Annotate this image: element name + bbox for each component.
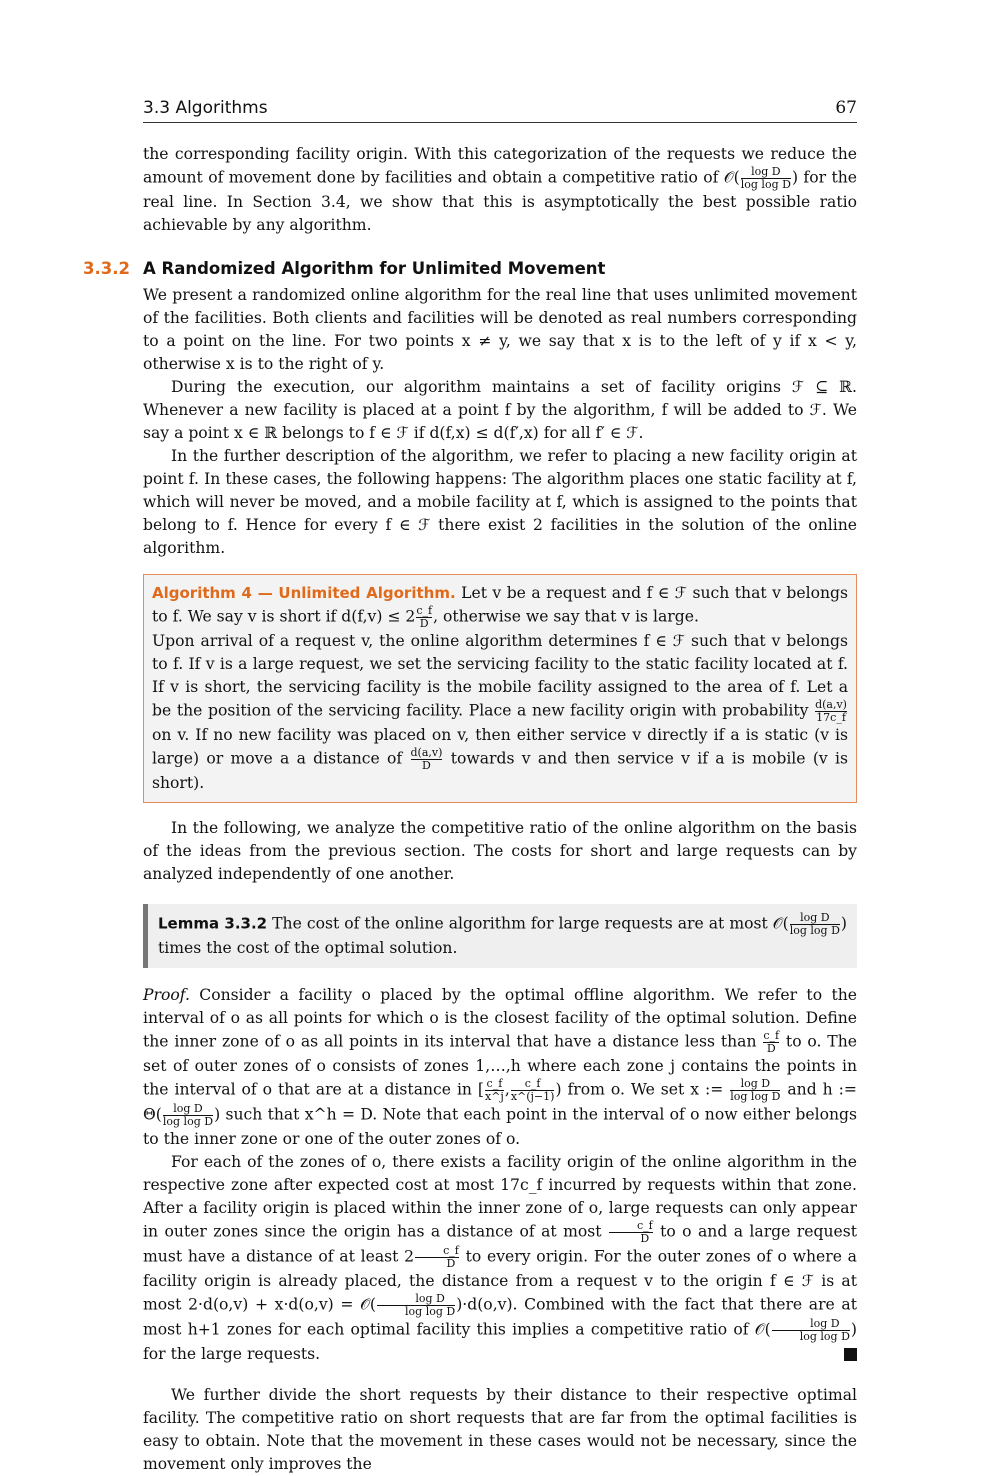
fraction: $\frac{c\_f}{D}$ — [763, 1029, 780, 1055]
fraction: $\frac{\text{log D}}{\text{log log D}}$ — [377, 1293, 455, 1318]
section-number: 3.3.2 — [83, 259, 130, 278]
algorithm-description: Upon arrival of a request v, the online algorithm determines f ∈ ℱ such that v belongs to f. If v is a large request, we set the servicing facility to the static facility located at f. If v is short, the servicing facility is the mobile facility assigned to the area of f. Let a be the position of the servicing facility. Place a new facility origin with probability $\frac{d(a,v)}{17c\_f}$ on v. If no new facility was placed on v, then either service v directly if a is static (v is large) or move a a distance of $\frac{d(a,v)}{D}$ towards v and then service v if a is mobile (v is short). — [152, 632, 848, 792]
section-title: A Randomized Algorithm for Unlimited Movement — [143, 259, 606, 278]
qed-square-icon — [844, 1348, 857, 1361]
fraction: $\frac{\text{log D}}{\text{log log D}}$ — [740, 165, 791, 191]
fraction: $\frac{c\_f}{x\^{}j}$ — [485, 1077, 504, 1103]
page-body — [83, 98, 857, 1476]
algorithm-box — [143, 574, 857, 803]
fraction: $\frac{c\_f}{D}$ — [415, 1245, 459, 1270]
paragraph-3: In the further description of the algorithm, we refer to placing a new facility origin at point f. In these cases, the following happens: The algorithm places one static facility at f, which will never be moved, and a mobile facility at f, which is assigned to the points that belong to f. Hence for every f ∈ ℱ there exist 2 facilities in the solution of the online algorithm. — [143, 447, 857, 557]
final-paragraph: We further divide the short requests by their distance to their respective optimal facility. The competitive ratio on short requests that are far from the optimal facilities is easy to obtain. Note that the movement in these cases would not be necessary, since the movement only improves the — [143, 1386, 857, 1473]
paragraph-2: During the execution, our algorithm maintains a set of facility origins ℱ ⊆ ℝ. Whenever a new facility is placed at a point f by the algorithm, f will be added to ℱ. We say a point x ∈ ℝ belongs to f ∈ ℱ if d(f,x) ≤ d(f′,x) for all f′ ∈ ℱ. — [143, 378, 857, 442]
algorithm-heading: Algorithm 4 — Unlimited Algorithm. — [152, 584, 456, 602]
running-header — [143, 98, 857, 123]
header-section-title: 3.3 Algorithms — [143, 98, 268, 118]
page-number: 67 — [835, 98, 857, 118]
lemma-text: Lemma 3.3.2 The cost of the online algorithm for large requests are at most 𝒪( $\frac{\text{log D}}{\text{log log D}}$ ) times the cost of the optimal solution. — [158, 911, 847, 957]
fraction: $\frac{d(a,v)}{17c\_f}$ — [815, 698, 847, 724]
fraction: $\frac{d(a,v)}{D}$ — [410, 746, 443, 772]
paragraph-1: We present a randomized online algorithm for the real line that uses unlimited movement of the facilities. Both clients and facilities will be denoted as real numbers corresponding to a point on the line. For two points x ≠ y, we say that x is to the left of y if x < y, otherwise x is to the right of y. — [143, 286, 857, 373]
fraction: $\frac{\text{log D}}{\text{log log D}}$ — [162, 1102, 214, 1128]
fraction: $\frac{\text{log D}}{\text{log log D}}$ — [789, 911, 840, 937]
proof-label: Proof. — [143, 986, 190, 1004]
lemma-heading: Lemma 3.3.2 — [158, 914, 268, 933]
proof-paragraph-2: For each of the zones of o, there exists a facility origin of the online algorithm in the respective zone after expected cost at most 17c_f incurred by requests within that zone. After a facility origin is placed within the inner zone of o, large requests can only appear in outer zones since the origin has a distance of at most $\frac{c\_f}{D}$ to o and a large request must have a distance of at least 2 $\frac{c\_f}{D}$ to every origin. For the outer zones of o where a facility origin is already placed, the distance from a request v to the origin f ∈ ℱ is at most 2·d(o,v) + x·d(o,v) = 𝒪( $\frac{\text{log D}}{\text{log log D}}$ )·d(o,v). Combined with the fact that there are at most h+1 zones for each optimal facility this implies a competitive ratio of 𝒪( $\frac{\text{log D}}{\text{log log D}}$ ) for the large requests. — [143, 1153, 857, 1363]
fraction: $\frac{c\_f}{D}$ — [416, 604, 433, 630]
proof-paragraph-1: Proof. Consider a facility o placed by the optimal offline algorithm. We refer to the interval of o as all points for which o is the closest facility of the optimal solution. Define the inner zone of o as all points in its interval that have a distance less than $\frac{c\_f}{D}$ to o. The set of outer zones of o consists of zones 1,…,h where each zone j contains the points in the interval of o that are at a distance in [ $\frac{c\_f}{x\^{}j}$ , $\frac{c\_f}{x\^{}(j-1)}$ ) from o. We set x := $\frac{\text{log D}}{\text{log log D}}$ and h := Θ( $\frac{\text{log D}}{\text{log log D}}$ ) such that x^h = D. Note that each point in the interval of o now either belongs to the inner zone or one of the outer zones of o. — [143, 986, 857, 1148]
intro-paragraph: the corresponding facility origin. With this categorization of the requests we reduce the amount of movement done by facilities and obtain a competitive ratio of 𝒪( $\frac{\text{log D}}{\text{log log D}}$ ) for the real line. In Section 3.4, we show that this is asymptotically the best possible ratio achievable by any algorithm. — [143, 145, 857, 234]
analysis-paragraph: In the following, we analyze the competitive ratio of the online algorithm on the basis of the ideas from the previous section. The costs for short and large requests can by analyzed independently of one another. — [143, 819, 857, 883]
fraction: $\frac{c\_f}{D}$ — [609, 1220, 653, 1245]
fraction: $\frac{\text{log D}}{\text{log log D}}$ — [730, 1077, 781, 1103]
lemma-box — [143, 904, 857, 968]
section-heading — [83, 259, 857, 278]
fraction: $\frac{\text{log D}}{\text{log log D}}$ — [772, 1318, 850, 1343]
algorithm-text: Algorithm 4 — Unlimited Algorithm. Let v be a request and f ∈ ℱ such that v belongs to f. We say v is short if d(f,v) ≤ 2 $\frac{c\_f}{D}$ , otherwise we say that v is large. — [152, 584, 849, 630]
fraction: $\frac{c\_f}{x\^{}(j-1)}$ — [510, 1077, 555, 1103]
